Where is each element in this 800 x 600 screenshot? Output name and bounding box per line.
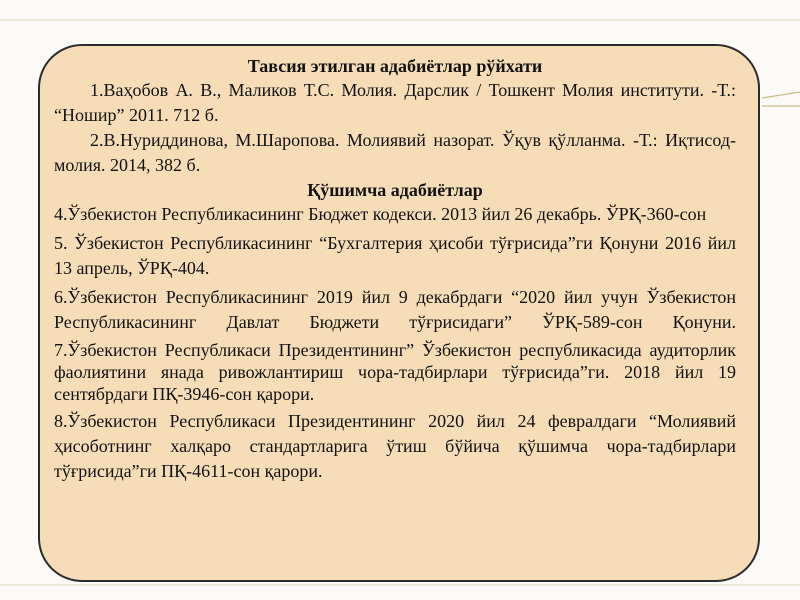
recommended-literature-heading: Тавсия этилган адабиётлар рўйхати	[247, 56, 543, 76]
additional-item-8: 8.Ўзбекистон Республикаси Президентининг 2020 йил 24 февралдаги “Молиявий ҳисоботнинг халқаро стандартларига ўтиш бўйича қўшимча чора-тадбирлари тўғрисида”ги ПҚ-4611-сон қарори.	[54, 411, 736, 481]
references-card	[38, 44, 760, 582]
additional-item-4: 4.Ўзбекистон Республикасининг Бюджет кодекси. 2013 йил 26 декабрь. ЎРҚ-360-сон	[54, 204, 707, 224]
recommended-item-2: 2.В.Нуриддинова, М.Шаропова. Молиявий назорат. Ўқув қўлланма. -Т.: Иқтисод-молия. 2014, 382 б.	[54, 130, 736, 175]
additional-item-6: 6.Ўзбекистон Республикасининг 2019 йил 9 декабрдаги “2020 йил учун Ўзбекистон Республикасининг Давлат Бюджети тўғрисидаги” ЎРҚ-589-сон Қонуни.	[54, 287, 736, 332]
recommended-item-1: 1.Ваҳобов А. В., Маликов Т.С. Молия. Дарслик / Тошкент Молия институти. -Т.: “Ношир” 2011. 712 б.	[54, 80, 736, 125]
additional-item-5: 5. Ўзбекистон Республикасининг “Бухгалтерия ҳисоби тўғрисида”ги Қонуни 2016 йил 13 апрель, ЎРҚ-404.	[54, 233, 736, 278]
additional-literature-heading: Қўшимча адабиётлар	[307, 180, 483, 200]
additional-item-7: 7.Ўзбекистон Республикаси Президентининг” Ўзбекистон республикасида аудиторлик фаолиятини янада ривожлантириш чора-тадбирлари тўғрисида”ги. 2018 йил 19 сентябрдаги ПҚ-3946-сон қарори.	[54, 340, 736, 404]
